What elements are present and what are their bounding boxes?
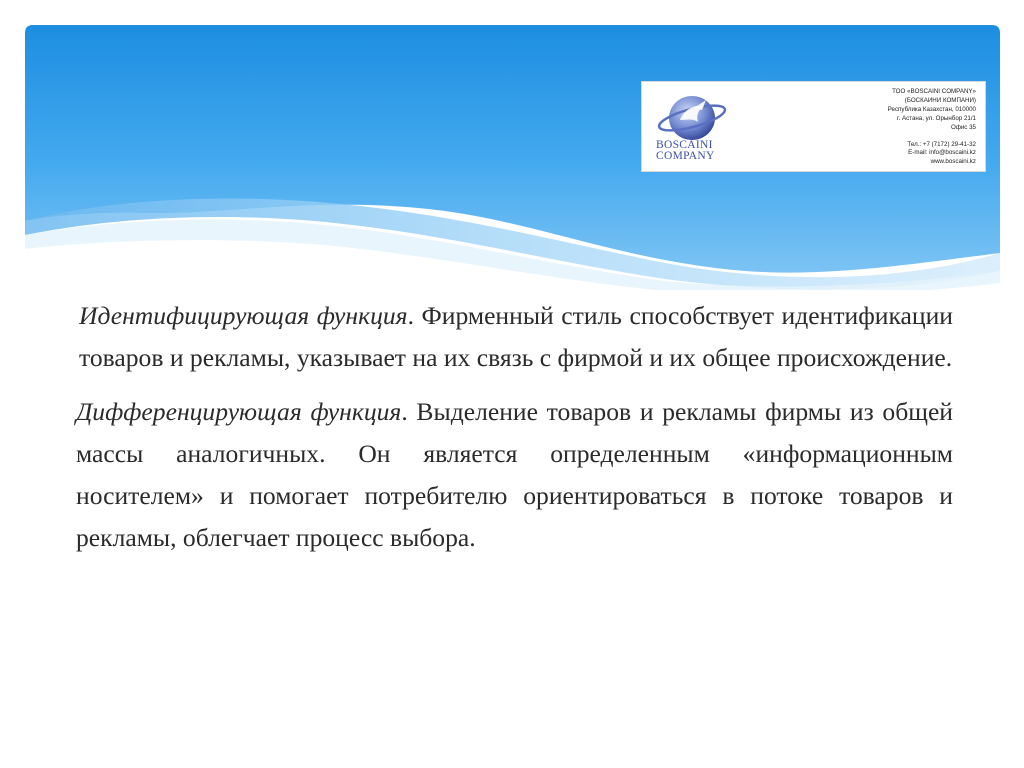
paragraph-text: . Фирменный стиль способствует идентификации товаров и рекламы, указывает на их связь с фирмой и их общее происхождение. <box>79 301 953 373</box>
logo-line2: COMPANY <box>656 150 715 162</box>
company-logo-text <box>656 140 715 162</box>
logo-line1: BOSCAINI <box>656 139 713 151</box>
paragraph-text: . Выделение товаров и рекламы фирмы из общей массы аналогичных. Он является определенным «информационным носителем» и помогает потребителю ориентироваться в потоке товаров и рекламы, облегчает процесс выбора. <box>76 396 953 553</box>
paragraph-lead: Дифференцирующая функция <box>76 396 402 426</box>
paragraph-identifying-function <box>79 295 953 380</box>
contact-line: (БОСКАИНИ КОМПАНИ) <box>904 96 976 104</box>
paragraph-lead: Идентифицирующая функция <box>79 301 408 330</box>
contact-phone: Тел.: +7 (7172) 29-41-32 <box>907 140 976 148</box>
contact-email: E-mail: info@boscaini.kz <box>908 149 976 157</box>
contact-website: www.boscaini.kz <box>930 158 976 166</box>
company-logo-globe-icon <box>650 88 734 144</box>
company-contact-block <box>888 88 976 167</box>
contact-line: Офис 35 <box>950 123 976 131</box>
contact-line: Республика Казахстан, 010000 <box>887 105 976 113</box>
slide-body <box>76 295 953 571</box>
contact-line: ТОО «BOSCAINI COMPANY» <box>892 88 976 95</box>
paragraph-differentiating-function <box>76 391 953 560</box>
contact-line: г. Астана, ул. Орынбор 21/1 <box>897 114 976 122</box>
company-letterhead-image <box>641 81 986 172</box>
